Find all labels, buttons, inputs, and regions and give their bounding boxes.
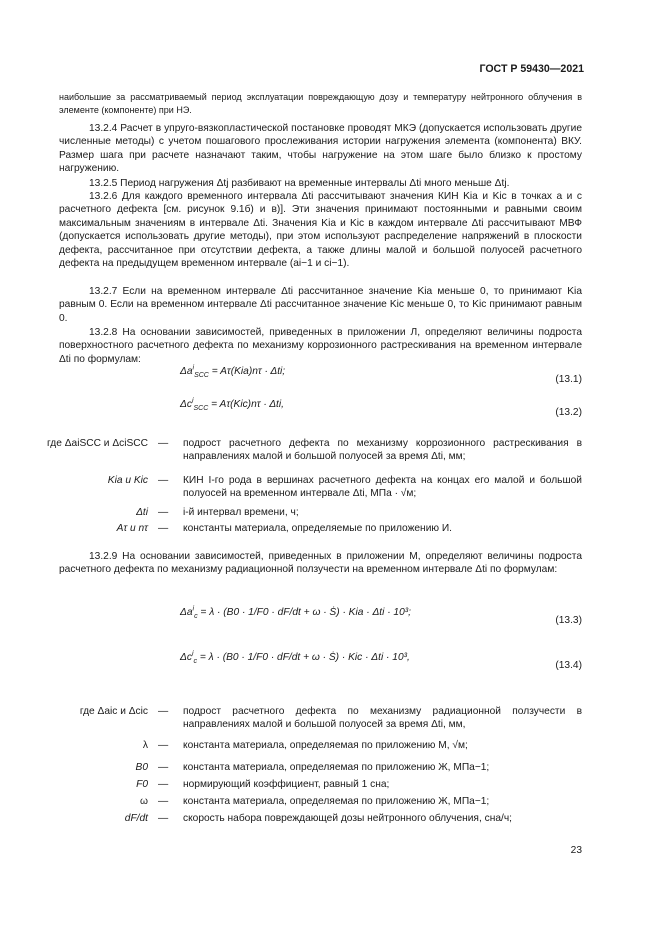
def-text: константа материала, определяемая по приложению М, √м;	[183, 740, 468, 751]
eq1-lhs-sup: i	[192, 364, 195, 372]
eq4-lhs: Δc	[180, 652, 192, 663]
def-text: нормирующий коэффициент, равный 1 сна;	[183, 779, 390, 790]
def-dash: —	[158, 706, 169, 717]
eq2-number: (13.2)	[555, 407, 582, 418]
equation-13-4	[180, 651, 582, 677]
def-text: подрост расчетного дефекта по механизму радиационной ползучести в направлениях малой и большой полуосей за время Δti, мм,	[183, 706, 582, 731]
equation-13-2	[180, 398, 582, 424]
eq2-lhs-sub: SCC	[193, 405, 209, 413]
def-dash: —	[158, 740, 169, 751]
def-term: Aτ и nτ	[116, 523, 148, 534]
eq3-lhs-sup: i	[192, 605, 195, 613]
def-term: где Δaic и Δcic	[79, 706, 148, 717]
definition-row	[30, 812, 582, 826]
equation-13-1	[180, 365, 582, 391]
def-dash: —	[158, 813, 169, 824]
definition-row	[30, 474, 582, 504]
def-dash: —	[158, 475, 169, 486]
eq3-rhs: = λ · (B0 · 1/F0 · dF/dt + ω · Ṡ) · Kia · Δti · 10³;	[200, 607, 411, 618]
standard-header: ГОСТ Р 59430—2021	[479, 63, 584, 75]
def-text: подрост расчетного дефекта по механизму коррозионного растрескивания в направлениях малой и большой полуосей за время Δti, мм;	[183, 438, 582, 463]
eq3-lhs-sub: c	[194, 613, 198, 621]
definition-row	[30, 506, 582, 520]
def-term: Kia и Kic	[107, 475, 148, 486]
definition-row	[30, 778, 582, 792]
eq3-number: (13.3)	[555, 615, 582, 626]
clause-13-2-5: 13.2.5 Период нагружения Δtj разбивают на временные интервалы Δti много меньше Δtj.	[89, 178, 510, 189]
clause-13-2-7: 13.2.7 Если на временном интервале Δti рассчитанное значение Kia меньше 0, то принимают Kia равным 0. Если на временном интервале Δti рассчитанное значение Kic меньше 0, то Kic принимают равным 0.	[59, 286, 582, 324]
definition-row	[30, 761, 582, 775]
eq1-number: (13.1)	[555, 374, 582, 385]
intro-text: наибольшие за рассматриваемый период эксплуатации повреждающую дозу и температуру нейтронного облучения в элементе (компоненте) при НЭ.	[59, 92, 582, 115]
page-number: 23	[570, 845, 582, 856]
def-text: константа материала, определяемая по приложению Ж, МПа−1;	[183, 762, 490, 773]
clause-13-2-4: 13.2.4 Расчет в упруго-вязкопластической постановке проводят МКЭ (допускается использовать другие численные методы) с учетом пошагового прослеживания истории нагружения элемента (компонента) ВКУ. Размер шага при расчете назначают таким, чтобы нагружение на этом шаге было близко к простому нагружению.	[59, 123, 582, 175]
def-term: ω	[140, 796, 148, 807]
def-term: Δti	[136, 507, 148, 518]
definition-row	[30, 437, 582, 467]
equation-13-3	[180, 606, 582, 632]
def-text: i-й интервал времени, ч;	[183, 507, 299, 518]
def-text: скорость набора повреждающей дозы нейтронного облучения, сна/ч;	[183, 813, 512, 824]
clause-13-2-9: 13.2.9 На основании зависимостей, приведенных в приложении М, определяют величины подроста расчетного дефекта по механизму радиационной ползучести на временном интервале Δti по формулам:	[59, 551, 582, 576]
def-dash: —	[158, 523, 169, 534]
eq2-lhs-sup: i	[191, 397, 194, 405]
def-text: константы материала, определяемые по приложению И.	[183, 523, 453, 534]
def-text: КИН I-го рода в вершинах расчетного дефекта на концах его малой и большой полуосей на временном интервале Δti, МПа · √м;	[183, 475, 582, 500]
eq3-lhs: Δa	[180, 607, 193, 618]
definition-row	[30, 705, 582, 735]
eq4-rhs: = λ · (B0 · 1/F0 · dF/dt + ω · Ṡ) · Kic · Δti · 10³,	[199, 652, 410, 663]
def-dash: —	[158, 779, 169, 790]
def-text: константа материала, определяемая по приложению Ж, МПа−1;	[183, 796, 490, 807]
eq2-lhs: Δc	[180, 399, 192, 410]
definition-row	[30, 795, 582, 809]
clause-13-2-8: 13.2.8 На основании зависимостей, приведенных в приложении Л, определяют величины подроста поверхностного расчетного дефекта по механизму коррозионного растрескивания на временном интервале Δti по формулам:	[59, 327, 582, 365]
def-dash: —	[158, 796, 169, 807]
def-term: где ΔaiSCC и ΔciSCC	[47, 438, 148, 449]
def-term: dF/dt	[124, 813, 148, 824]
def-dash: —	[158, 762, 169, 773]
eq4-number: (13.4)	[555, 660, 582, 671]
definition-row	[30, 522, 582, 536]
def-dash: —	[158, 507, 169, 518]
eq1-lhs: Δa	[180, 366, 193, 377]
def-dash: —	[158, 438, 169, 449]
clause-13-2-6: 13.2.6 Для каждого временного интервала Δti рассчитывают значения КИН Kia и Kic в точках a и c расчетного дефекта [см. рисунок 9.1б) и в)]. Эти значения принимают постоянными и равными своим максимальным значениям в интервале Δti. Значения Kia и Kic в каждом интервале Δti рассчитывают МВФ (допускается использовать другие методы), при этом используют распределение напряжений в плоскости дефекта, рассчитанное при отсутствии дефекта, а также длины малой и большой полуосей расчетного дефекта на предыдущем временном интервале (ai−1 и ci−1).	[59, 191, 582, 270]
def-term: B0	[135, 762, 148, 773]
eq4-lhs-sub: c	[193, 658, 197, 666]
eq1-lhs-sub: SCC	[194, 372, 209, 380]
eq2-rhs: = Aτ(Kic)nτ · Δti,	[211, 399, 284, 410]
eq4-lhs-sup: i	[191, 650, 194, 658]
eq1-rhs: = Aτ(Kia)nτ · Δti;	[211, 366, 286, 377]
def-term: λ	[142, 740, 148, 751]
definition-row	[30, 739, 582, 753]
def-term: F0	[136, 779, 148, 790]
